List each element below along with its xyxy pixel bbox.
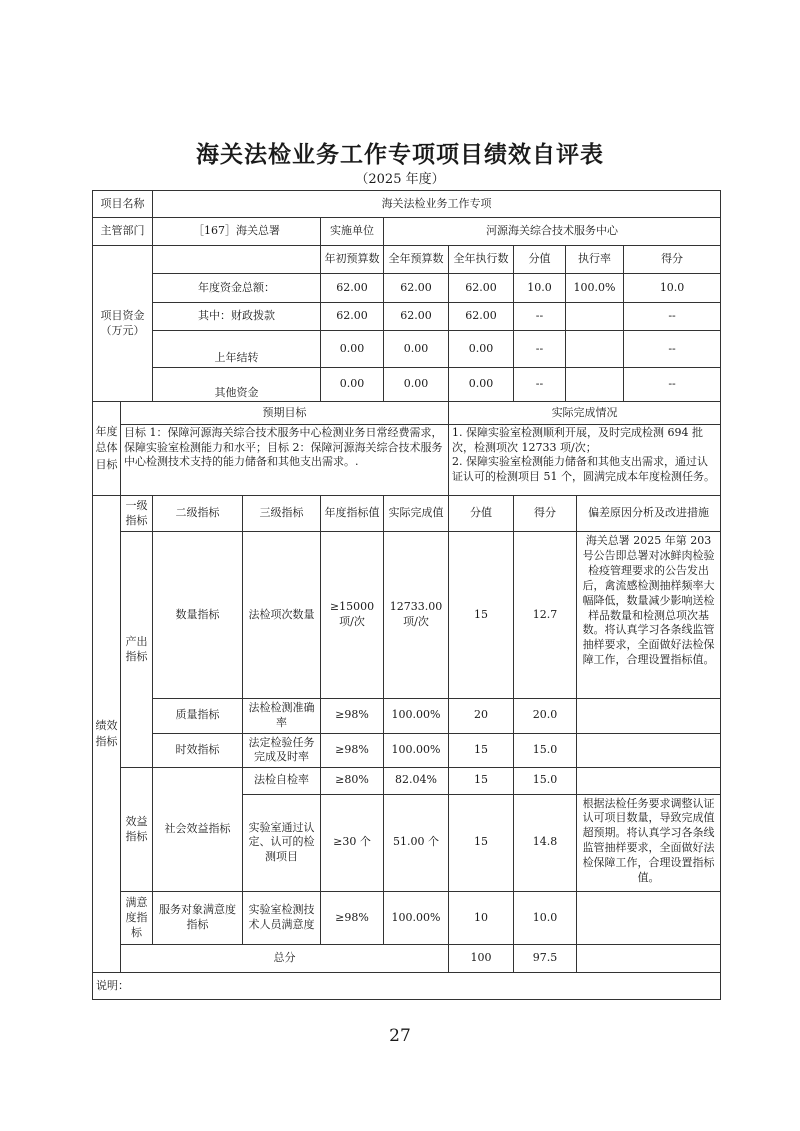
l3-indicator: 法定检验任务完成及时率 — [243, 733, 321, 768]
row-department — [93, 218, 721, 245]
page-number: 27 — [389, 1026, 411, 1046]
target-value: ≥80% — [321, 768, 384, 794]
funds-cell: 100.0% — [566, 274, 624, 302]
funds-row — [93, 302, 721, 330]
l3-indicator: 实验室检测技术人员满意度 — [243, 892, 321, 945]
funds-cell: -- — [514, 302, 566, 330]
actual-result-line: 2. 保障实验室检测能力储备和其他支出需求，通过认证认可的检测项目 51 个，圆满完成本年度检测任务。 — [452, 455, 715, 484]
funds-cell: -- — [624, 302, 721, 330]
total-blank — [577, 945, 721, 973]
actual-value: 82.04% — [384, 768, 449, 794]
funds-cell: 62.00 — [321, 302, 384, 330]
dept-value: ［167］海关总署 — [153, 218, 321, 245]
note-row — [93, 973, 721, 1000]
funds-cell: 62.00 — [384, 274, 449, 302]
page-title: 海关法检业务工作专项项目绩效自评表 — [196, 141, 604, 168]
perf-row-self-inspection — [93, 768, 721, 794]
deviation-reason — [577, 892, 721, 945]
perf-header: 偏差原因分析及改进措施 — [577, 495, 721, 532]
target-value: ≥98% — [321, 892, 384, 945]
funds-header: 得分 — [624, 245, 721, 273]
deviation-reason: 根据法检任务要求调整认证认可项目数量，导致完成值超预期。将认真学习各条线监管抽样要求，全面做好法检保障工作，合理设置指标值。 — [577, 794, 721, 892]
l3-indicator: 法检项次数量 — [243, 532, 321, 699]
funds-cell: 0.00 — [449, 367, 514, 402]
funds-cell: 62.00 — [449, 274, 514, 302]
actual-result-text — [449, 424, 721, 495]
project-name-value: 海关法检业务工作专项 — [153, 191, 721, 218]
actual-value: 12733.00 项/次 — [384, 532, 449, 699]
l3-indicator: 法检自检率 — [243, 768, 321, 794]
expected-goal-text: 目标 1：保障河源海关综合技术服务中心检测业务日常经费需求，保障实验室检测能力和水平；目标 2：保障河源海关综合技术服务中心检测技术支持的能力储备和其他支出需求。. — [121, 424, 449, 495]
funds-cell: -- — [624, 331, 721, 368]
funds-header: 全年预算数 — [384, 245, 449, 273]
funds-row-name: 年度资金总额： — [153, 274, 321, 302]
funds-row — [93, 274, 721, 302]
deviation-reason — [577, 699, 721, 734]
project-name-label: 项目名称 — [93, 191, 153, 218]
got-value: 12.7 — [514, 532, 577, 699]
target-value: ≥15000项/次 — [321, 532, 384, 699]
l2-indicator: 时效指标 — [153, 733, 243, 768]
goals-content-row — [93, 424, 721, 495]
goals-header-row — [93, 402, 721, 424]
satisfaction-indicator-label: 满意度指标 — [121, 892, 153, 945]
funds-cell — [566, 331, 624, 368]
perf-header: 得分 — [514, 495, 577, 532]
l2-indicator: 质量指标 — [153, 699, 243, 734]
impl-label: 实施单位 — [321, 218, 384, 245]
l2-indicator: 服务对象满意度指标 — [153, 892, 243, 945]
funds-cell: 0.00 — [384, 331, 449, 368]
impl-value: 河源海关综合技术服务中心 — [384, 218, 721, 245]
actual-result-line: 1. 保障实验室检测顺利开展，及时完成检测 694 批次，检测项次 12733 项/次； — [452, 425, 703, 454]
score-value: 15 — [449, 532, 514, 699]
funds-header: 分值 — [514, 245, 566, 273]
perf-header: 年度指标值 — [321, 495, 384, 532]
got-value: 15.0 — [514, 733, 577, 768]
funds-header: 年初预算数 — [321, 245, 384, 273]
funds-row-name: 上年结转 — [153, 331, 321, 368]
got-value: 10.0 — [514, 892, 577, 945]
deviation-reason — [577, 768, 721, 794]
perf-header: 二级指标 — [153, 495, 243, 532]
target-value: ≥30 个 — [321, 794, 384, 892]
l3-indicator: 实验室通过认定、认可的检测项目 — [243, 794, 321, 892]
perf-header: 三级指标 — [243, 495, 321, 532]
benefit-indicator-label: 效益指标 — [121, 768, 153, 892]
funds-cell: 10.0 — [514, 274, 566, 302]
funds-row — [93, 367, 721, 402]
note-label: 说明： — [93, 973, 721, 1000]
funds-header-row — [93, 245, 721, 273]
perf-row-satisfaction — [93, 892, 721, 945]
score-value: 10 — [449, 892, 514, 945]
self-evaluation-table — [92, 190, 721, 1000]
dept-label: 主管部门 — [93, 218, 153, 245]
funds-cell: 62.00 — [384, 302, 449, 330]
perf-row-quality — [93, 699, 721, 734]
got-value: 14.8 — [514, 794, 577, 892]
l3-indicator: 法检检测准确率 — [243, 699, 321, 734]
funds-cell: 62.00 — [321, 274, 384, 302]
target-value: ≥98% — [321, 733, 384, 768]
funds-cell: -- — [624, 367, 721, 402]
l2-indicator: 社会效益指标 — [153, 768, 243, 892]
funds-row — [93, 331, 721, 368]
deviation-reason — [577, 733, 721, 768]
deviation-reason: 海关总署 2025 年第 203 号公告即总署对冰鲜肉检验检疫管理要求的公告发出后，禽流感检测抽样频率大幅降低，数量减少影响送检样品数量和检测总项次基数。将认真学习各条线监管抽样要求，全面做好法检保障工作，合理设置指标值。 — [577, 532, 721, 699]
funds-cell — [566, 367, 624, 402]
score-value: 15 — [449, 733, 514, 768]
funds-header: 全年执行数 — [449, 245, 514, 273]
actual-value: 100.00% — [384, 892, 449, 945]
goals-label: 年度总体目标 — [93, 402, 121, 495]
page-subtitle: （2025 年度） — [355, 172, 445, 187]
actual-value: 100.00% — [384, 699, 449, 734]
score-value: 15 — [449, 794, 514, 892]
total-score: 100 — [449, 945, 514, 973]
funds-row-name: 其中：财政拨款 — [153, 302, 321, 330]
actual-value: 100.00% — [384, 733, 449, 768]
total-row — [93, 945, 721, 973]
funds-cell: 10.0 — [624, 274, 721, 302]
total-label: 总分 — [121, 945, 449, 973]
perf-row-quantity — [93, 532, 721, 699]
funds-cell: 0.00 — [321, 367, 384, 402]
row-project-name — [93, 191, 721, 218]
funds-cell: 0.00 — [384, 367, 449, 402]
score-value: 15 — [449, 768, 514, 794]
score-value: 20 — [449, 699, 514, 734]
actual-result-header: 实际完成情况 — [449, 402, 721, 424]
output-indicator-label: 产出指标 — [121, 532, 153, 768]
perf-header: 实际完成值 — [384, 495, 449, 532]
funds-cell: -- — [514, 331, 566, 368]
perf-header-row — [93, 495, 721, 532]
perf-header: 分值 — [449, 495, 514, 532]
funds-cell: 0.00 — [449, 331, 514, 368]
perf-header: 一级指标 — [121, 495, 153, 532]
funds-cell: -- — [514, 367, 566, 402]
expected-goal-header: 预期目标 — [121, 402, 449, 424]
funds-row-name: 其他资金 — [153, 367, 321, 402]
funds-label: 项目资金（万元） — [93, 245, 153, 401]
funds-cell — [566, 302, 624, 330]
funds-cell: 0.00 — [321, 331, 384, 368]
got-value: 20.0 — [514, 699, 577, 734]
target-value: ≥98% — [321, 699, 384, 734]
funds-cell: 62.00 — [449, 302, 514, 330]
got-value: 15.0 — [514, 768, 577, 794]
funds-header: 执行率 — [566, 245, 624, 273]
perf-row-timeliness — [93, 733, 721, 768]
funds-header-blank — [153, 245, 321, 273]
l2-indicator: 数量指标 — [153, 532, 243, 699]
perf-label: 绩效指标 — [93, 495, 121, 973]
total-got: 97.5 — [514, 945, 577, 973]
actual-value: 51.00 个 — [384, 794, 449, 892]
